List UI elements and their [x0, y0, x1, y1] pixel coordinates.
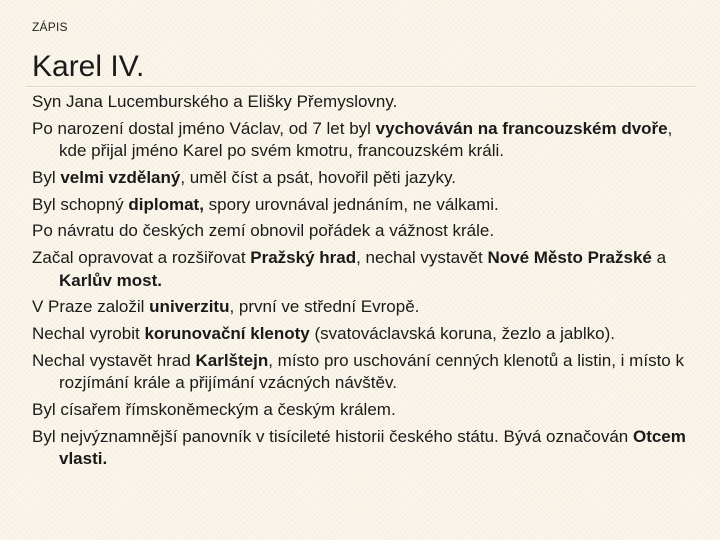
bullet-text-bold: Pražský hrad — [250, 248, 357, 268]
bullet-text-bold: diplomat, — [128, 194, 204, 214]
bullet-item — [32, 220, 697, 243]
bullet-text: V Praze založil — [32, 297, 150, 317]
bullet-item — [32, 399, 697, 422]
bullet-text: (svatováclavská koruna, žezlo a jablko). — [309, 324, 615, 343]
bullet-text: spory urovnával jednáním, ne válkami. — [203, 194, 499, 214]
bullet-text: , místo pro uschování cenných klenotů a listin, i místo k rozjímání krále a přijímání vzácných návštěv. — [59, 350, 684, 393]
title-divider — [26, 86, 696, 87]
slide-title: Karel IV. — [32, 50, 145, 83]
bullet-item — [32, 323, 697, 346]
bullet-text-bold: korunovační klenoty — [144, 324, 310, 343]
bullet-text: Byl nejvýznamnější panovník v tisícileté historii českého státu. Bývá označován — [32, 426, 633, 446]
bullet-text: , nechal vystavět — [356, 248, 488, 268]
bullet-text: Začal opravovat a rozšiřovat — [32, 248, 251, 268]
bullet-text: Po návratu do českých zemí obnovil pořádek a vážnost krále. — [32, 221, 495, 241]
bullet-item — [32, 350, 697, 395]
bullet-text-bold: vychováván na francouzském dvoře — [375, 118, 668, 138]
bullet-text-bold: Otcem vlasti. — [59, 426, 686, 469]
bullet-text: Nechal vystavět hrad — [32, 350, 196, 370]
bullet-text-bold: velmi vzdělaný — [60, 167, 181, 187]
bullet-text-bold: Nové Město Pražské — [487, 248, 652, 268]
bullet-item — [32, 194, 697, 217]
section-label: ZÁPIS — [32, 20, 68, 34]
bullet-text: , uměl číst a psát, hovořil pěti jazyky. — [180, 167, 456, 187]
bullet-item — [32, 118, 697, 163]
bullet-item — [32, 426, 697, 471]
bullet-text: Po narození dostal jméno Václav, od 7 let byl — [32, 118, 376, 138]
bullet-text: Syn Jana Lucemburského a Elišky Přemyslovny. — [32, 92, 398, 111]
bullet-text: Byl schopný — [32, 194, 129, 214]
bullet-text-bold: Karlův most. — [59, 270, 162, 290]
bullet-text: , první ve střední Evropě. — [229, 297, 420, 317]
bullet-item — [32, 247, 697, 292]
bullet-text: Byl císařem římskoněmeckým a českým králem. — [32, 399, 396, 419]
bullet-item — [32, 167, 697, 190]
bullet-list — [32, 91, 697, 471]
bullet-text: a — [651, 248, 667, 268]
bullet-text-bold: univerzitu — [149, 297, 230, 317]
bullet-item — [32, 296, 697, 319]
bullet-item — [32, 91, 697, 114]
bullet-text: , kde přijal jméno Karel po svém kmotru, francouzském králi. — [59, 118, 673, 161]
bullet-text: Byl — [32, 167, 61, 187]
bullet-text: Nechal vyrobit — [32, 324, 145, 343]
bullet-text-bold: Karlštejn — [195, 350, 269, 370]
